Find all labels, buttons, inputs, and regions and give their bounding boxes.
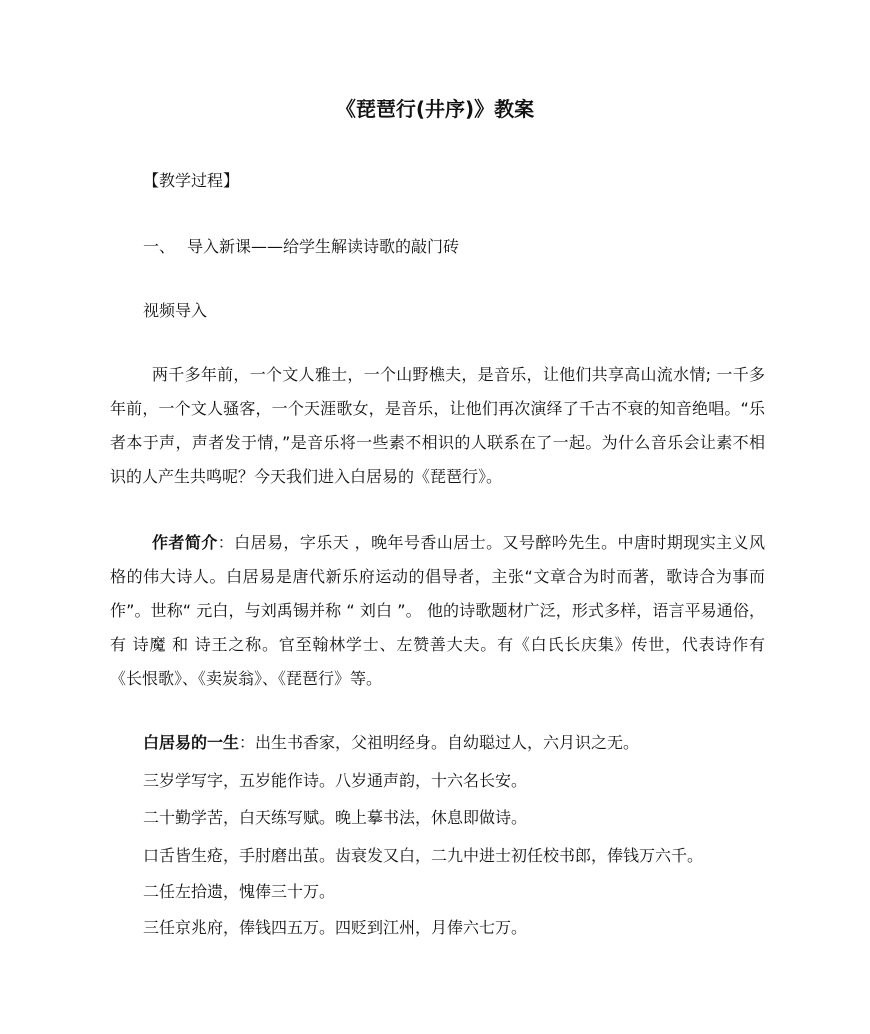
intro-paragraph: 两千多年前，一个文人雅士，一个山野樵夫，是音乐，让他们共享高山流水情; 一千多年前，一个文人骚客，一个天涯歌女，是音乐，让他们再次演绎了千古不衰的知音绝唱。“乐者本于声，声者发于情，”是音乐将一些素不相识的人联系在了一起。为什么音乐会让素不相识的人产生共鸣呢？今天我们进入白居易的《琵琶行》。 <box>110 365 765 486</box>
step-one-text: 导入新课——给学生解读诗歌的敲门砖 <box>187 237 460 256</box>
life-line: 二十勤学苦，白天练写赋。晚上摹书法，休息即做诗。 <box>143 808 528 827</box>
section-heading: 【教学过程】 <box>143 171 240 190</box>
author-label: 作者简介 <box>152 533 218 552</box>
life-first-line <box>143 732 639 754</box>
step-one-number: 一、 <box>143 237 176 256</box>
life-first-text: ：出生书香家，父祖明经身。自幼聪过人，六月识之无。 <box>239 733 640 752</box>
document-title: 《琵琶行(井序)》教案 <box>335 97 535 121</box>
life-label: 白居易的一生 <box>143 733 240 752</box>
step-one-heading <box>143 236 459 258</box>
author-paragraph <box>110 526 765 696</box>
author-text: ：白居易，字乐天 ，晚年号香山居士。又号醉吟先生。中唐时期现实主义风格的伟大诗人。白居易是唐代新乐府运动的倡导者，主张“文章合为时而著，歌诗合为事而作”。世称“ 元白，与刘禹锡并称 “ 刘白 ”。 他的诗歌题材广泛，形式多样，语言平易通俗，有 诗魔 和 诗王之称。官至翰林学士、左赞善大夫。有《白氏长庆集》传世，代表诗作有《长恨歌》、《卖炭翁》、《琵琶行》等。 <box>110 533 765 688</box>
life-line: 二任左拾遗，愧俸三十万。 <box>143 882 336 901</box>
video-intro-label: 视频导入 <box>143 301 208 320</box>
life-line: 三岁学写字，五岁能作诗。八岁通声韵，十六名长安。 <box>143 771 528 790</box>
life-line: 三任京兆府，俸钱四五万。四贬到江州，月俸六七万。 <box>143 918 528 937</box>
life-line: 口舌皆生疮，手肘磨出茧。齿衰发又白，二九中进士初任校书郎，俸钱万六千。 <box>143 846 704 865</box>
